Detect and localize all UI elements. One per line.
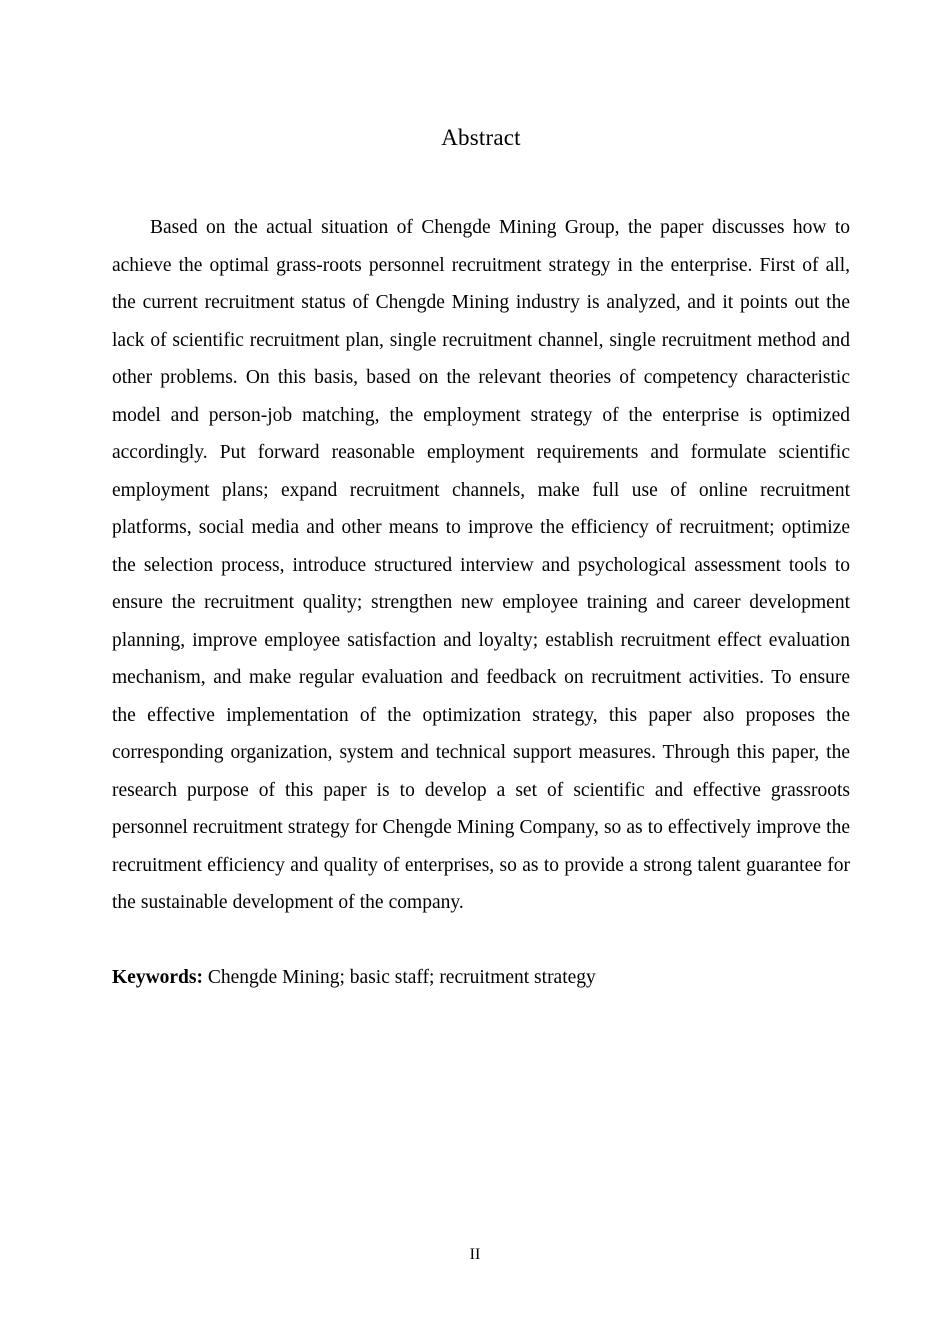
page-content <box>112 0 850 996</box>
abstract-paragraph: Based on the actual situation of Chengde Mining Group, the paper discusses how to achieve the optimal grass-roots personnel recruitment strategy in the enterprise. First of all, the current recruitment status of Chengde Mining industry is analyzed, and it points out the lack of scientific recruitment plan, single recruitment channel, single recruitment method and other problems. On this basis, based on the relevant theories of competency characteristic model and person-job matching, the employment strategy of the enterprise is optimized accordingly. Put forward reasonable employment requirements and formulate scientific employment plans; expand recruitment channels, make full use of online recruitment platforms, social media and other means to improve the efficiency of recruitment; optimize the selection process, introduce structured interview and psychological assessment tools to ensure the recruitment quality; strengthen new employee training and career development planning, improve employee satisfaction and loyalty; establish recruitment effect evaluation mechanism, and make regular evaluation and feedback on recruitment activities. To ensure the effective implementation of the optimization strategy, this paper also proposes the corresponding organization, system and technical support measures. Through this paper, the research purpose of this paper is to develop a set of scientific and effective grassroots personnel recruitment strategy for Chengde Mining Company, so as to effectively improve the recruitment efficiency and quality of enterprises, so as to provide a strong talent guarantee for the sustainable development of the company. <box>112 217 850 913</box>
keywords-label: Keywords: <box>112 966 203 988</box>
page-number: II <box>469 1246 481 1263</box>
keywords-value: Chengde Mining; basic staff; recruitment strategy <box>203 966 596 988</box>
page-title: Abstract <box>441 125 521 150</box>
keywords-line <box>112 922 850 997</box>
